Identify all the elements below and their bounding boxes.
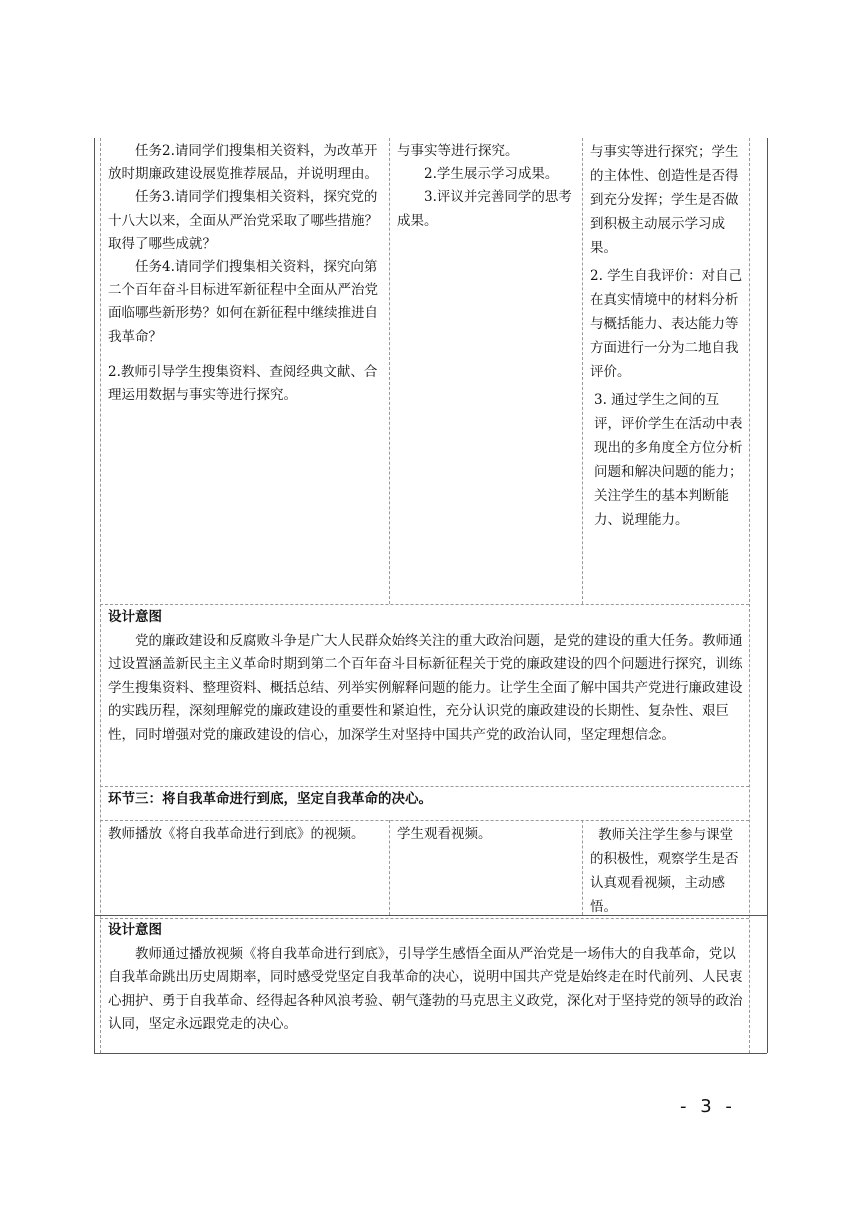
design-intent-2-body: 教师通过播放视频《将自我革命进行到底》，引导学生感悟全面从严治党是一场伟大的自我革命，党以自我革命跳出历史周期率，同时感受党坚定自我革命的决心，说明中国共产党是始终走在时代前列、人民衷心拥护、勇于自我革命、经得起各种风浪考验、朝气蓬勃的马克思主义政党，深化对于坚持党的领导的政治认同，坚定永远跟党走的决心。	[108, 945, 743, 1033]
table-bottom-border	[94, 1053, 767, 1054]
student-cont-text: 与事实等进行探究。	[397, 143, 519, 159]
section-3-title-text: 环节三：将自我革命进行到底，坚定自我革命的决心。	[108, 791, 432, 807]
activity-cell-teacher	[102, 140, 389, 407]
student-item-2: 2.学生展示学习成果。	[424, 166, 559, 183]
section-3-title	[102, 788, 749, 811]
row-sep-2	[100, 786, 749, 787]
teacher-guide-text: 2.教师引导学生搜集资料、查阅经典文献、合理运用数据与事实等进行探究。	[108, 363, 378, 404]
video-student-text: 学生观看视频。	[397, 826, 492, 842]
row-sep-3	[100, 820, 749, 821]
col-sep-3	[389, 820, 390, 915]
task-2-text: 任务2.请同学们搜集相关资料，为改革开放时期廉政建设展览推荐展品，并说明理由。	[108, 143, 378, 183]
video-cell-evaluation	[584, 823, 749, 919]
eval-item-3: 3. 通过学生之间的互评，评价学生在活动中表现出的多角度全方位分析问题和解决问题的能力；关注学生的基本判断能力、说理能力。	[594, 392, 743, 528]
col-sep-1	[389, 138, 390, 604]
video-cell-teacher	[102, 823, 389, 846]
design-intent-1-body: 党的廉政建设和反腐败斗争是广大人民群众始终关注的重大政治问题，是党的建设的重大任务。教师通过设置涵盖新民主主义革命时期到第二个百年奋斗目标新征程关于党的廉政建设的四个问题进行探究，训练学生搜集资料、整理资料、概括总结、列举实例解释问题的能力。让学生全面了解中国共产党进行廉政建设的实践历程，深刻理解党的廉政建设的重要性和紧迫性，充分认识党的廉政建设的长期性、复杂性、艰巨性，同时增强对党的廉政建设的信心，加深学生对坚持中国共产党的政治认同，坚定理想信念。	[108, 632, 743, 743]
col-sep-2	[582, 138, 583, 604]
video-cell-student	[391, 823, 582, 846]
design-intent-2-heading: 设计意图	[108, 922, 162, 938]
design-intent-1	[102, 606, 749, 748]
task-3-text: 任务3.请同学们搜集相关资料，探究党的十八大以来，全面从严治党采取了哪些措施？取得了哪些成就？	[108, 189, 378, 252]
eval-cont-text: 与事实等进行探究；学生的主体性、创造性是否得到充分发挥；学生是否做到积极主动展示学习成果。	[590, 144, 739, 256]
activity-cell-student	[391, 140, 582, 233]
page-number: - 3 -	[680, 1096, 736, 1117]
design-intent-1-heading: 设计意图	[108, 609, 162, 625]
design-intent-2	[102, 919, 749, 1037]
activity-cell-evaluation	[584, 140, 749, 532]
table-right-border	[767, 138, 768, 1053]
col-sep-4	[582, 820, 583, 915]
eval-item-2: 2. 学生自我评价：对自己在真实情境中的材料分析与概括能力、表达能力等方面进行一分为二地自我评价。	[590, 268, 743, 380]
video-teacher-text: 教师播放《将自我革命进行到底》的视频。	[108, 826, 365, 842]
task-4-text: 任务4.请同学们搜集相关资料，探究向第二个百年奋斗目标进军新征程中全面从严治党面临哪些新形势？如何在新征程中继续推进自我革命？	[108, 259, 378, 345]
row-sep-1	[100, 604, 749, 605]
student-item-3: 3.评议并完善同学的思考成果。	[397, 189, 572, 229]
video-eval-text: 教师关注学生参与课堂的积极性，观察学生是否认真观看视频，主动感悟。	[590, 827, 739, 915]
